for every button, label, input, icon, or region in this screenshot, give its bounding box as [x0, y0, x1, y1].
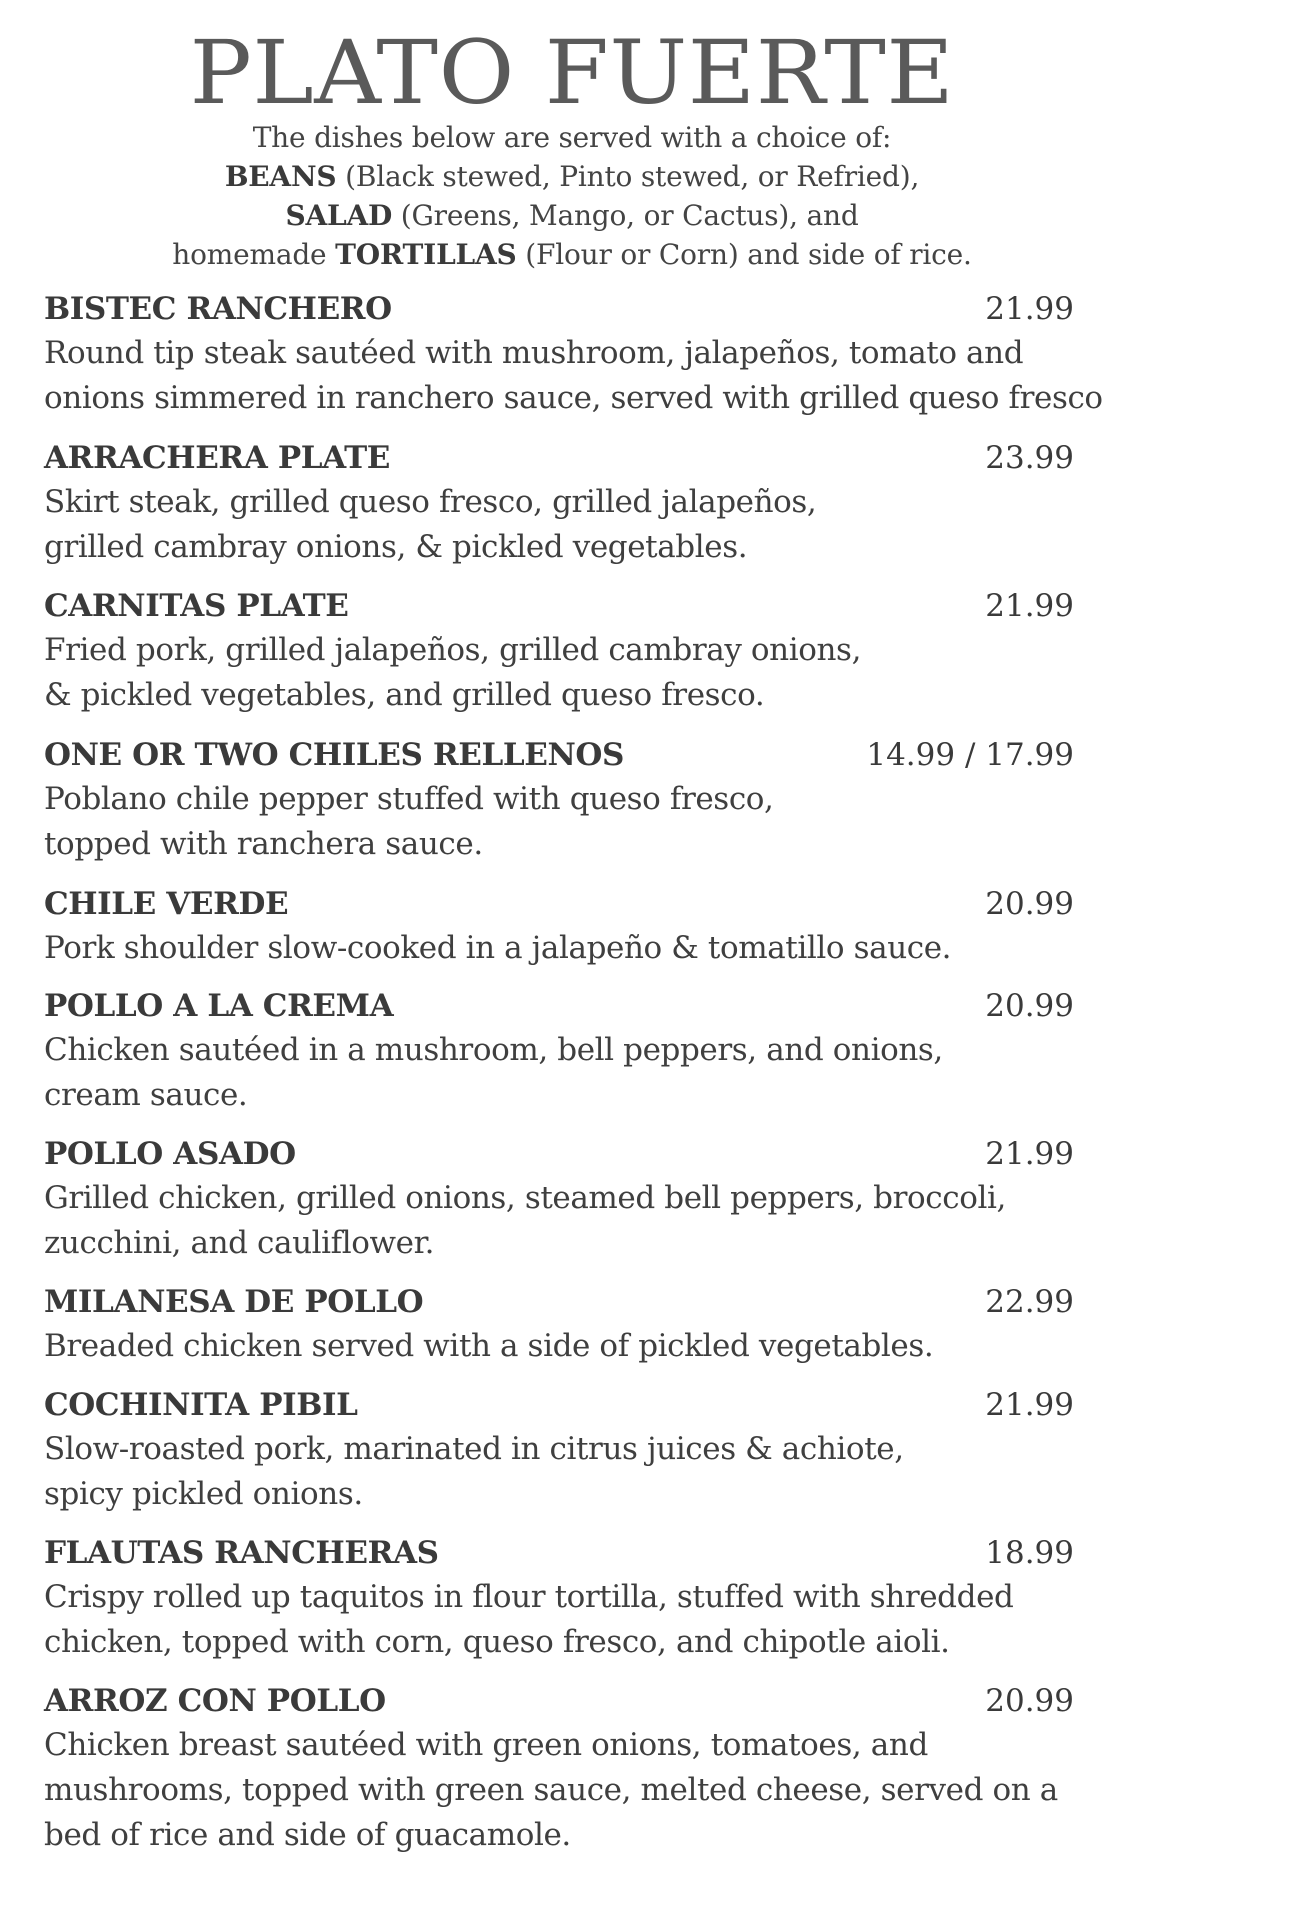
item-name: CARNITAS PLATE	[44, 588, 349, 624]
menu-item-cochinita-pibil	[44, 1383, 1074, 1517]
description-line: cream sauce.	[44, 1077, 248, 1113]
item-name: ARRACHERA PLATE	[44, 440, 390, 476]
item-description	[44, 1427, 1074, 1517]
description-line: Grilled chicken, grilled onions, steamed bell peppers, broccoli,	[44, 1180, 1006, 1216]
intro-beans-line	[0, 157, 1144, 196]
intro-salad-line	[0, 196, 1144, 235]
item-description	[44, 1324, 1074, 1369]
item-header	[44, 733, 1074, 777]
item-description	[44, 331, 1103, 421]
description-line: Crispy rolled up taquitos in flour tortilla, stuffed with shredded	[44, 1579, 1014, 1615]
description-line: & pickled vegetables, and grilled queso fresco.	[44, 677, 765, 713]
item-header	[44, 984, 1074, 1028]
tortillas-label: TORTILLAS	[335, 238, 517, 271]
salad-options: (Greens, Mango, or Cactus), and	[392, 199, 859, 232]
page-title: PLATO FUERTE	[189, 21, 955, 124]
item-price: 21.99	[985, 1387, 1074, 1423]
item-header	[44, 1679, 1074, 1723]
item-name: ARROZ CON POLLO	[44, 1683, 386, 1719]
description-line: Skirt steak, grilled queso fresco, grilled jalapeños,	[44, 484, 817, 520]
description-line: grilled cambray onions, & pickled vegetables.	[44, 529, 748, 565]
description-line: Breaded chicken served with a side of pickled vegetables.	[44, 1328, 934, 1364]
item-header	[44, 882, 1074, 926]
item-description	[44, 1028, 1074, 1118]
menu-item-flautas-rancheras	[44, 1531, 1074, 1665]
description-line: chicken, topped with corn, queso fresco, and chipotle aioli.	[44, 1624, 950, 1660]
description-line: Poblano chile pepper stuffed with queso fresco,	[44, 781, 774, 817]
intro-tortillas-line	[0, 235, 1144, 274]
item-description	[44, 926, 1074, 971]
description-line: mushrooms, topped with green sauce, melted cheese, served on a	[44, 1772, 1058, 1808]
item-header	[44, 287, 1074, 331]
description-line: zucchini, and cauliflower.	[44, 1225, 435, 1261]
menu-item-pollo-asado	[44, 1132, 1074, 1266]
intro-line: The dishes below are served with a choice of:	[252, 121, 892, 154]
item-description	[44, 777, 1074, 867]
item-price: 21.99	[985, 588, 1074, 624]
description-line: Fried pork, grilled jalapeños, grilled cambray onions,	[44, 632, 862, 668]
item-price: 14.99 / 17.99	[866, 737, 1074, 773]
description-line: topped with ranchera sauce.	[44, 826, 483, 862]
item-name: POLLO ASADO	[44, 1136, 296, 1172]
item-price: 20.99	[985, 988, 1074, 1024]
item-price: 21.99	[985, 1136, 1074, 1172]
description-line: Round tip steak sautéed with mushroom, jalapeños, tomato and	[44, 335, 1024, 371]
item-name: MILANESA DE POLLO	[44, 1284, 424, 1320]
item-name: POLLO A LA CREMA	[44, 988, 394, 1024]
item-header	[44, 1132, 1074, 1176]
item-description	[44, 480, 1074, 570]
intro-text	[0, 118, 1144, 274]
description-line: Slow-roasted pork, marinated in citrus juices & achiote,	[44, 1431, 904, 1467]
item-name: FLAUTAS RANCHERAS	[44, 1535, 439, 1571]
item-price: 18.99	[985, 1535, 1074, 1571]
tortillas-options: (Flour or Corn) and side of rice.	[516, 238, 972, 271]
menu-item-bistec-ranchero	[44, 287, 1103, 421]
menu-item-arroz-con-pollo	[44, 1679, 1074, 1858]
description-line: Pork shoulder slow-cooked in a jalapeño & tomatillo sauce.	[44, 930, 952, 966]
item-price: 21.99	[985, 291, 1074, 327]
item-name: ONE OR TWO CHILES RELLENOS	[44, 737, 625, 773]
description-line: onions simmered in ranchero sauce, served with grilled queso fresco	[44, 380, 1103, 416]
item-description	[44, 628, 1074, 718]
item-price: 20.99	[985, 1683, 1074, 1719]
item-description	[44, 1575, 1074, 1665]
menu-item-pollo-a-la-crema	[44, 984, 1074, 1118]
item-name: BISTEC RANCHERO	[44, 291, 392, 327]
beans-options: (Black stewed, Pinto stewed, or Refried),	[336, 160, 920, 193]
menu-item-carnitas-plate	[44, 584, 1074, 718]
menu-item-arrachera-plate	[44, 436, 1074, 570]
description-line: spicy pickled onions.	[44, 1476, 363, 1512]
item-price: 20.99	[985, 886, 1074, 922]
description-line: Chicken breast sautéed with green onions, tomatoes, and	[44, 1727, 928, 1763]
item-name: COCHINITA PIBIL	[44, 1387, 358, 1423]
description-line: bed of rice and side of guacamole.	[44, 1817, 571, 1853]
item-name: CHILE VERDE	[44, 886, 289, 922]
description-line: Chicken sautéed in a mushroom, bell peppers, and onions,	[44, 1032, 943, 1068]
menu-item-chiles-rellenos	[44, 733, 1074, 867]
item-header	[44, 1383, 1074, 1427]
item-description	[44, 1176, 1074, 1266]
item-description	[44, 1723, 1074, 1858]
salad-label: SALAD	[285, 199, 393, 232]
tortillas-prefix: homemade	[172, 238, 336, 271]
menu-item-chile-verde	[44, 882, 1074, 971]
item-price: 23.99	[985, 440, 1074, 476]
menu-item-milanesa-de-pollo	[44, 1280, 1074, 1369]
item-header	[44, 1280, 1074, 1324]
item-header	[44, 584, 1074, 628]
item-header	[44, 1531, 1074, 1575]
item-price: 22.99	[985, 1284, 1074, 1320]
item-header	[44, 436, 1074, 480]
beans-label: BEANS	[224, 160, 337, 193]
